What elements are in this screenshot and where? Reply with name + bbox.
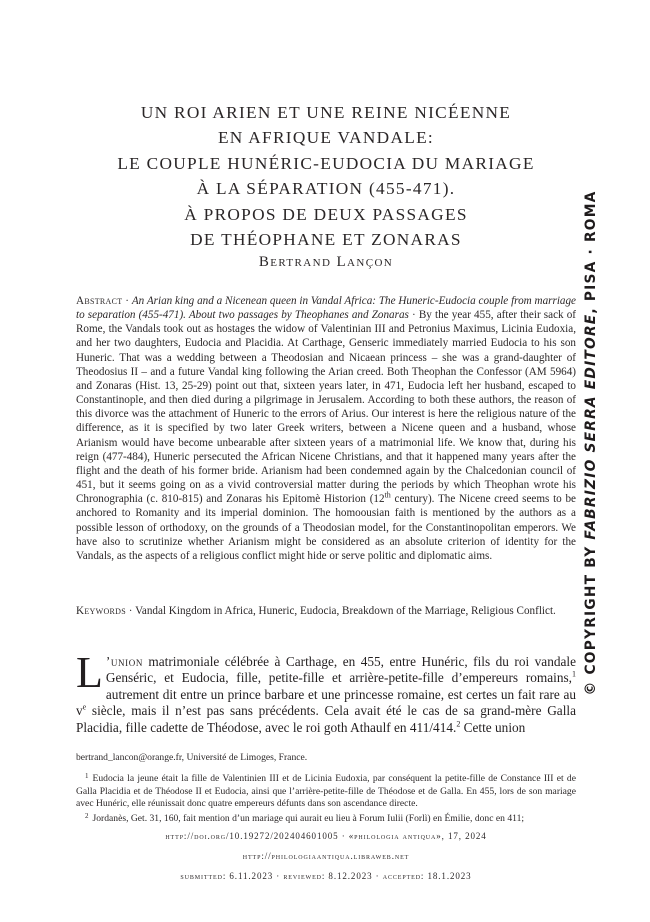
drop-cap: L	[76, 648, 103, 697]
copyright-prefix: © COPYRIGHT BY	[583, 539, 599, 696]
author-affiliation: bertrand_lancon@orange.fr, Université de Limoges, France.	[76, 752, 308, 763]
body-text: matrimoniale célébrée à Carthage, en 455, entre Hunéric, fils du roi vandale Genséric, et Eudocia, fille, petite-fille et arrière-petite-fille d’empereurs romains,	[105, 654, 576, 686]
article-title	[76, 100, 576, 252]
body-text: autrement dit entre un prince barbare et une princesse romaine, est certes un fait rare au v	[76, 686, 576, 719]
keywords	[76, 604, 576, 618]
footnote	[76, 810, 576, 825]
title-line: LE COUPLE HUNÉRIC-EUDOCIA DU MARIAGE	[117, 153, 535, 173]
keywords-label: Keywords	[76, 605, 126, 617]
abstract-text-end: century). The Nicene creed seems to be anchored to Romanity and its imperial dominion. The homoousian faith is mentioned by the authors as a possible lesson of orthodoxy, on the grounds of a Theodosian model, for the Constantinopolitan emperors. We have also to scrutinize whether Arianism might be considered as an absolute criterion of identity for the Vandals, as the aspects of a religious conflict might hide or serve politic and diplomatic aims.	[76, 493, 576, 562]
keywords-text: · Vandal Kingdom in Africa, Huneric, Eudocia, Breakdown of the Marriage, Religious Conflict.	[126, 605, 556, 617]
abstract-text: · By the year 455, after their sack of Rome, the Vandals took out as hostages the widow of Valentinian III and Petronius Maximus, Licinia Eudoxia, and her two daughters, Eudocia and Placidia. At Carthage, Genseric immediately married Eudocia to his son Huneric. That was a wedding between a Theodosian and Nicaean princess – she was a grand-daughter of Theodosius II – and a future Vandal king following the Arian creed. Both Theophan the Confessor (AM 5964) and Zonaras (Hist. 13, 25-29) point out that, sixteen years later, in 471, Eudocia left her husband, escaped to Constantinople, and then died during a pilgrimage in Jerusalem. According to both these authors, the reason of this divorce was the attachment of Huneric to the errors of Arius. Our interest is here the religious nature of the difference, as it is specified by two later Greek writers, between a Nicene queen and a husband, whose Arianism would have become unbearable after sixteen years of a matrimonial life. We know that, during his reign (477-484), Huneric persecuted the African Nicene Christians, and that it happened many years after the flight and the death of his former bride. Arianism had been condemned again by the Chalcedonian council of 451, but it seems going on as a vivid controversial matter during the periods by which Theophan wrote his Chronographia (c. 810-815) and Zonaras his Epitomè Historion (12	[76, 309, 577, 506]
body-text: Cette union	[460, 719, 526, 735]
first-word: ’union	[105, 654, 143, 669]
footnote-ref[interactable]: 1	[572, 669, 576, 679]
title-line: À PROPOS DE DEUX PASSAGES	[184, 204, 468, 224]
abstract-separator: ·	[122, 295, 132, 307]
century-superscript: e	[82, 702, 87, 712]
abstract	[76, 294, 576, 563]
copyright-notice	[583, 190, 599, 695]
title-line: À LA SÉPARATION (455-471).	[196, 179, 456, 199]
title-line: DE THÉOPHANE ET ZONARAS	[190, 230, 462, 250]
copyright-publisher: FABRIZIO SERRA EDITORE	[583, 313, 599, 540]
title-line: UN ROI ARIEN ET UNE REINE NICÉENNE	[140, 103, 512, 122]
page-footer	[76, 826, 576, 886]
abstract-label: Abstract	[76, 295, 123, 307]
footnote-number: 1	[85, 772, 89, 781]
footnotes	[76, 752, 576, 825]
copyright-band	[568, 188, 614, 698]
footnote-number: 2	[85, 812, 89, 821]
footnote-text: Eudocia la jeune était la fille de Valentinien III et de Licinia Eudoxia, par conséquent la petite-fille de Constance III et de Galla Placidia et de Théodose II et Eudocia, ainsi que l’arrière-petite-fille de Théodose et de Galla. En 455, lors de son mariage avec Hunéric, elle réunissait donc quatre empereurs défunts dans son ascendance directe.	[76, 773, 576, 809]
title-line: EN AFRIQUE VANDALE:	[217, 128, 435, 148]
footnote	[76, 770, 576, 810]
journal-site-link[interactable]: http://philologiaantiqua.libraweb.net	[242, 851, 410, 861]
footnote-text: Jordanès, Get. 31, 160, fait mention d’un mariage qui aurait eu lieu à Forum Iulii (Forlì) en Émilie, donc en 411;	[92, 813, 525, 825]
body-paragraph	[76, 648, 576, 736]
body-text: siècle, mais il n’est pas sans précédents. Cela avait été le cas de sa grand-mère Galla Placidia, fille cadette de Théodose, avec le roi goth Athaulf en 411/414.	[76, 703, 576, 735]
footnote-ref[interactable]: 2	[456, 719, 461, 729]
doi-link[interactable]: http://doi.org/10.19272/202404601005 · «philologia antiqua», 17, 2024	[165, 831, 487, 841]
abstract-english-title: An Arian king and a Nicenean queen in Vandal Africa: The Huneric-Eudocia couple from marriage to separation (455-471). About two passages by Theophanes and Zonaras	[76, 295, 577, 322]
submission-dates: submitted: 6.11.2023 · reviewed: 8.12.2023 · accepted: 18.1.2023	[180, 871, 472, 881]
copyright-suffix: , PISA · ROMA	[583, 190, 599, 314]
author-name: Bertrand Lançon	[258, 254, 394, 270]
abstract-superscript: th	[384, 490, 391, 500]
